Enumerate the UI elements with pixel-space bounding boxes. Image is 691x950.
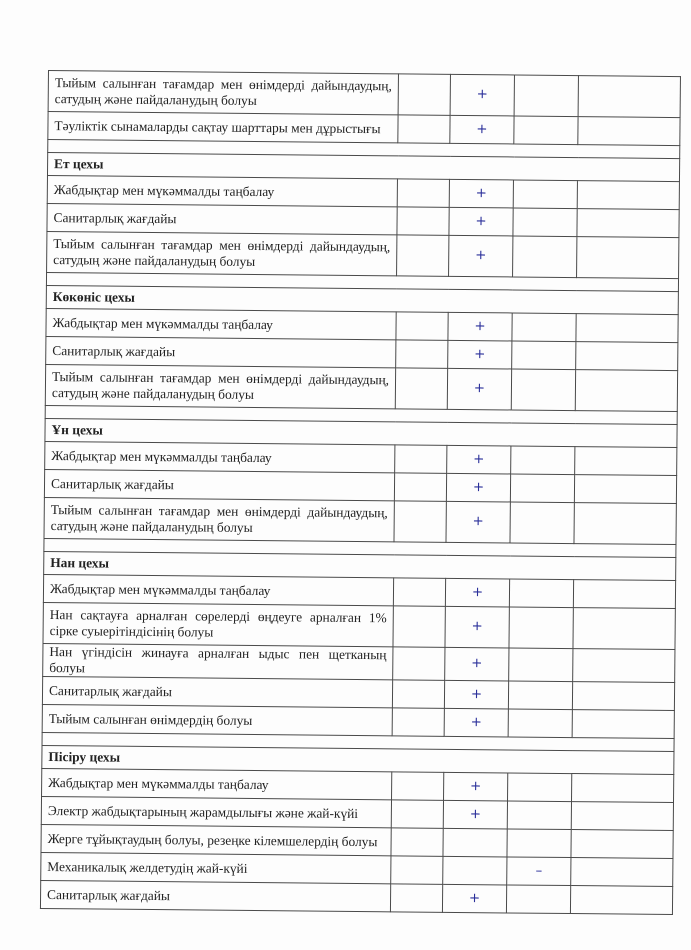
criterion-text <box>41 852 391 883</box>
section-heading: Ұн цехы <box>45 418 677 447</box>
inspection-table <box>40 70 681 915</box>
mark-cell <box>395 445 447 473</box>
criterion-label: Жабдықтар мен мүкәммалды таңбалау <box>52 314 274 332</box>
mark-cell <box>571 858 673 887</box>
mark-cell <box>572 682 674 711</box>
mark-cell: + <box>444 708 508 737</box>
mark-cell <box>508 681 572 710</box>
checklist-row <box>48 71 680 118</box>
criterion-label: Тыйым салынған өнімдердің болуы <box>48 710 253 728</box>
mark-cell <box>508 773 572 802</box>
checklist-row <box>47 231 679 278</box>
section-heading: Пісіру цехы <box>42 745 674 774</box>
section-heading: Нан цехы <box>44 551 676 580</box>
mark-cell: – <box>507 857 571 886</box>
mark-cell <box>574 503 676 545</box>
criterion-text <box>43 643 393 679</box>
mark-cell <box>397 235 449 276</box>
mark-cell <box>513 180 577 209</box>
mark-cell <box>578 117 680 146</box>
mark-cell <box>391 828 443 856</box>
criterion-text <box>43 602 393 646</box>
mark-cell <box>512 313 576 342</box>
criterion-text <box>42 704 392 735</box>
mark-cell <box>393 606 445 647</box>
checklist-row <box>40 880 672 914</box>
criterion-text <box>44 469 394 500</box>
criterion-label: Электр жабдықтарының жарамдылығы және жай-күйі <box>47 802 359 821</box>
criterion-label: Санитарлық жағдайы <box>52 342 176 359</box>
mark-cell: + <box>448 312 512 341</box>
mark-cell: + <box>449 207 513 236</box>
mark-cell <box>391 856 443 884</box>
mark-cell <box>571 802 673 831</box>
mark-cell: + <box>447 445 511 474</box>
mark-cell <box>508 709 572 738</box>
mark-cell <box>573 649 675 683</box>
mark-cell <box>396 340 448 368</box>
mark-cell <box>513 236 577 278</box>
criterion-text <box>47 203 397 234</box>
mark-cell <box>509 648 573 682</box>
mark-cell <box>509 607 573 649</box>
mark-cell <box>397 207 449 235</box>
checklist-row <box>45 364 677 411</box>
criterion-text <box>46 336 396 367</box>
mark-cell <box>443 856 507 885</box>
mark-cell <box>577 181 679 210</box>
mark-cell: + <box>449 235 513 277</box>
criterion-label: Тыйым салынған тағамдар мен өнімдерді дайындаудың, сатудың және пайдаланудың болуы <box>54 75 392 109</box>
criterion-label: Нан үгіндісін жинауға арналған ыдыс пен щетканың болуы <box>49 644 387 676</box>
criterion-label: Санитарлық жағдайы <box>53 209 177 226</box>
criterion-label: Тыйым салынған тағамдар мен өнімдерді дайындаудың, сатудың және пайдаланудың болуы <box>50 502 388 535</box>
mark-cell <box>575 447 677 476</box>
criterion-label: Механикалық желдетудің жай-күйі <box>47 858 248 876</box>
mark-cell <box>573 608 675 650</box>
mark-cell <box>397 179 449 207</box>
mark-cell <box>511 369 575 411</box>
criterion-label: Жабдықтар мен мүкәммалды таңбалау <box>48 774 269 792</box>
criterion-text <box>42 676 392 707</box>
checklist-row <box>43 602 675 649</box>
mark-cell: + <box>445 606 509 648</box>
mark-cell <box>572 774 674 803</box>
criterion-label: Жабдықтар мен мүкәммалды таңбалау <box>53 181 275 199</box>
criterion-text <box>41 824 391 855</box>
mark-cell <box>395 368 447 409</box>
mark-cell <box>573 580 675 609</box>
mark-cell <box>394 473 446 501</box>
criterion-label: Нан сақтауға арналған сөрелерді өңдеуге арналған 1% сірке суыерітіндісінің болуы <box>49 607 387 640</box>
mark-cell <box>392 772 444 800</box>
mark-cell <box>577 209 679 238</box>
mark-cell <box>576 314 678 343</box>
mark-cell <box>396 312 448 340</box>
criterion-text <box>48 71 398 115</box>
mark-cell <box>510 502 574 544</box>
section-heading: Ет цехы <box>47 153 679 182</box>
criterion-label: Санитарлық жағдайы <box>48 682 172 699</box>
mark-cell <box>443 828 507 857</box>
criterion-label: Жерге тұйықтаудың болуы, резеңке кілемшелердің болуы <box>47 830 378 849</box>
mark-cell: + <box>446 473 510 502</box>
criterion-label: Жабдықтар мен мүкәммалды таңбалау <box>49 580 271 598</box>
criterion-label: Тәуліктік сынамаларды сақтау шарттары мен дұрыстығы <box>54 117 381 136</box>
mark-cell <box>393 647 445 680</box>
mark-cell <box>511 446 575 475</box>
criterion-label: Санитарлық жағдайы <box>47 886 170 903</box>
mark-cell: + <box>443 800 507 829</box>
criterion-label: Тыйым салынған тағамдар мен өнімдерді дайындаудың, сатудың және пайдаланудың болуы <box>53 236 391 269</box>
checklist-row <box>44 497 676 544</box>
mark-cell <box>391 800 443 828</box>
mark-cell: + <box>446 501 510 543</box>
criterion-label: Жабдықтар мен мүкәммалды таңбалау <box>51 447 272 465</box>
mark-cell <box>507 829 571 858</box>
mark-cell <box>398 115 450 143</box>
mark-cell <box>514 75 578 117</box>
mark-cell <box>574 475 676 504</box>
mark-cell: + <box>449 179 513 208</box>
mark-cell <box>507 801 571 830</box>
mark-cell <box>571 830 673 859</box>
mark-cell <box>512 341 576 370</box>
mark-cell <box>514 116 578 145</box>
criterion-text <box>45 364 395 408</box>
criterion-label: Санитарлық жағдайы <box>50 475 174 492</box>
criterion-text <box>44 497 394 541</box>
mark-cell: + <box>442 884 506 913</box>
mark-cell: + <box>445 578 509 607</box>
mark-cell <box>509 579 573 608</box>
mark-cell: + <box>447 368 511 410</box>
mark-cell: + <box>450 115 514 144</box>
mark-cell <box>398 74 450 115</box>
criterion-text <box>46 308 396 339</box>
criterion-text <box>40 880 390 911</box>
criterion-label: Тыйым салынған тағамдар мен өнімдерді дайындаудың, сатудың және пайдаланудың болуы <box>51 369 390 402</box>
criterion-text <box>41 796 391 827</box>
mark-cell: + <box>444 680 508 709</box>
criterion-text <box>47 175 397 206</box>
mark-cell <box>510 474 574 503</box>
criterion-text <box>48 112 398 143</box>
mark-cell <box>392 708 444 736</box>
mark-cell <box>392 680 444 708</box>
mark-cell <box>513 208 577 237</box>
checklist-sheet <box>40 70 680 915</box>
inspection-table-body <box>40 71 680 915</box>
mark-cell <box>393 578 445 606</box>
section-heading: Көкөніс цехы <box>46 285 678 314</box>
mark-cell: + <box>445 647 509 681</box>
mark-cell <box>506 885 570 914</box>
criterion-text <box>45 441 395 472</box>
mark-cell <box>576 342 678 371</box>
mark-cell: + <box>444 772 508 801</box>
criterion-text <box>47 231 397 275</box>
mark-cell <box>572 710 674 739</box>
mark-cell: + <box>448 340 512 369</box>
mark-cell: + <box>450 74 514 116</box>
mark-cell <box>390 884 442 912</box>
mark-cell <box>577 237 679 279</box>
mark-cell <box>578 76 680 118</box>
mark-cell <box>570 886 672 915</box>
mark-cell <box>394 501 446 542</box>
mark-cell <box>575 370 677 412</box>
criterion-text <box>42 768 392 799</box>
criterion-text <box>43 574 393 605</box>
